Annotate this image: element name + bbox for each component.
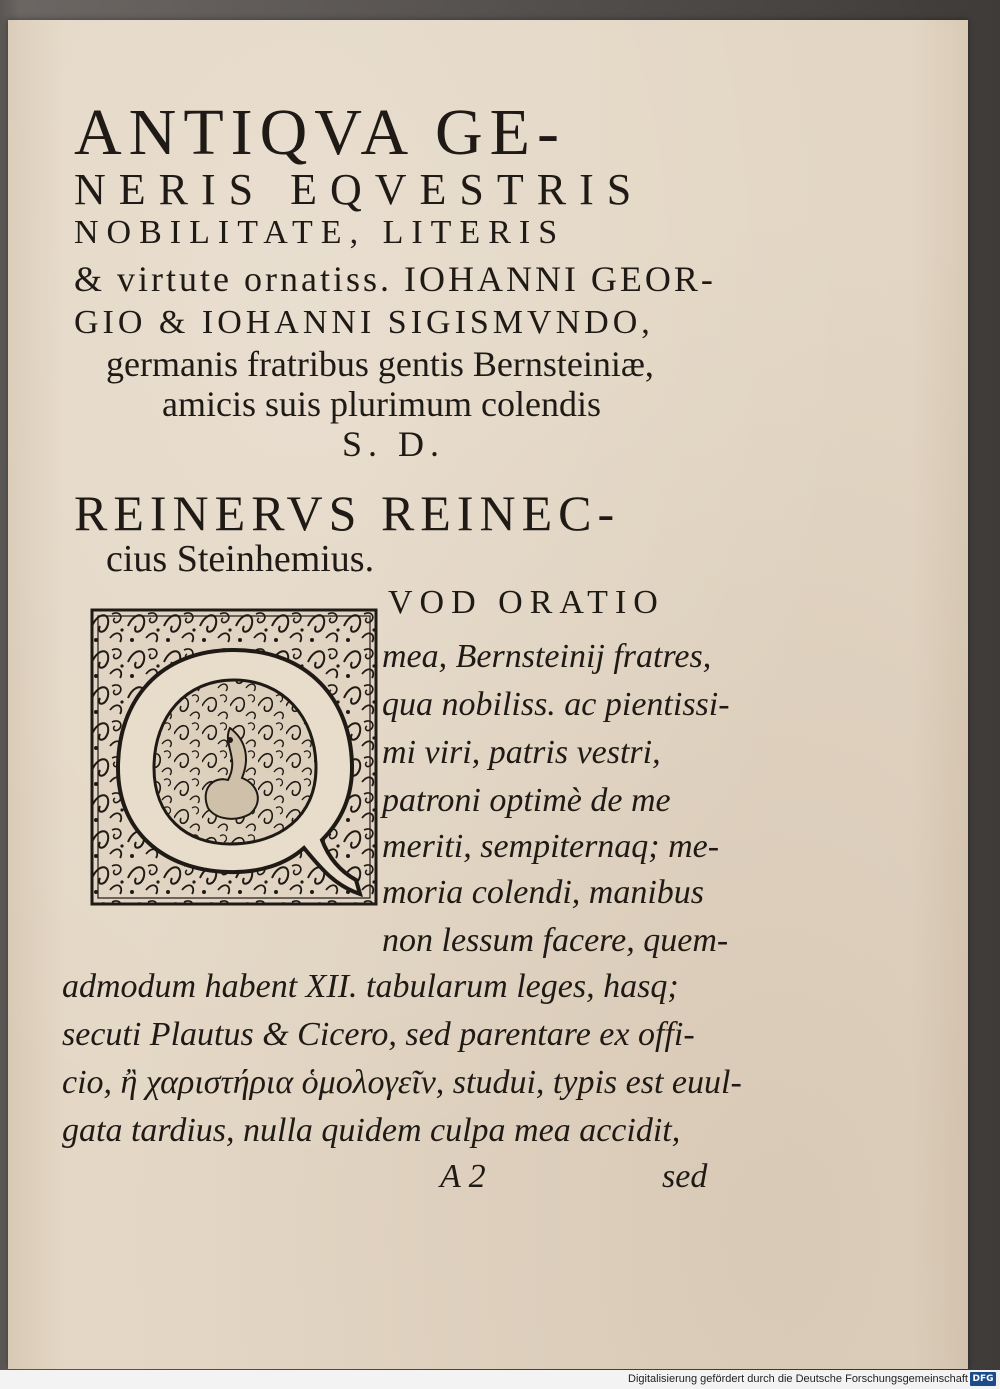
book-page <box>8 20 968 1369</box>
title-line-8: S. D. <box>342 424 446 464</box>
decorated-initial-q-icon <box>90 608 378 906</box>
body-line-6: meriti, sempiternaq; me- <box>382 828 720 865</box>
dfg-logo-icon: DFG <box>970 1372 996 1386</box>
body-line-8: non lessum facere, quem- <box>382 922 729 959</box>
body-line-4: mi viri, patris vestri, <box>382 734 661 771</box>
title-line-6: germanis fratribus gentis Bernsteiniæ, <box>106 344 654 384</box>
body-line-10: secuti Plautus & Cicero, sed parentare ex offi- <box>62 1016 695 1053</box>
title-line-2: NERIS EQVESTRIS <box>74 165 645 214</box>
title-line-4: & virtute ornatiss. IOHANNI GEOR- <box>74 259 716 299</box>
body-line-9: admodum habent XII. tabularum leges, hasq; <box>62 968 679 1005</box>
digitization-footer <box>0 1370 1000 1389</box>
body-line-2: mea, Bernsteinij fratres, <box>382 638 712 675</box>
body-line-11: cio, ἢ χαριστήρια ὁμολογεῖν, studui, typis est euul- <box>62 1064 742 1101</box>
body-line-12: gata tardius, nulla quidem culpa mea accidit, <box>62 1112 681 1149</box>
author-line-1: REINERVS REINEC- <box>74 485 621 541</box>
body-line-1: VOD ORATIO <box>388 584 665 621</box>
body-line-7: moria colendi, manibus <box>382 874 705 911</box>
footer-credit-text: Digitalisierung gefördert durch die Deutsche Forschungsgemeinschaft <box>628 1373 968 1385</box>
title-line-5: GIO & IOHANNI SIGISMVNDO, <box>74 304 654 341</box>
catchword: sed <box>662 1158 708 1195</box>
title-line-7: amicis suis plurimum colendis <box>162 384 601 424</box>
body-line-3: qua nobiliss. ac pientissi- <box>382 686 730 723</box>
signature-mark: A 2 <box>440 1158 486 1195</box>
title-line-3: NOBILITATE, LITERIS <box>74 214 566 251</box>
body-line-5: patroni optimè de me <box>382 782 671 819</box>
author-line-2: cius Steinhemius. <box>106 538 375 580</box>
title-line-1: ANTIQVA GE- <box>74 96 566 169</box>
